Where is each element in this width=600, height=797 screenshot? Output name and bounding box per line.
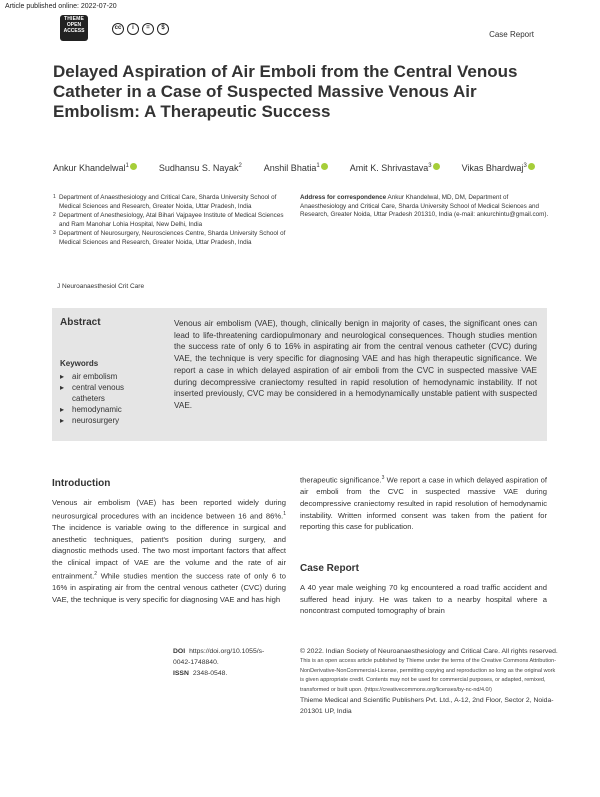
keyword[interactable]: ▸ hemodynamic (60, 404, 152, 415)
author[interactable]: Amit K. Shrivastava$^3$ (350, 163, 440, 173)
keywords-heading: Keywords (60, 359, 99, 368)
cc-icon: cc (112, 23, 124, 35)
keyword-list (60, 371, 152, 426)
author[interactable]: Sudhansu S. Nayak$^2$ (158, 163, 242, 173)
copyright-block: © 2022. Indian Society of Neuroanaesthesiology and Critical Care. All rights reserved. This is an open access article published by Thieme under the terms of the Creative Commons Attribution-NonDerivative-NonCommercial-License, permitting copying and reproduction so long as the original work is given appropriate credit. Contents may not be used for commercial purposes, or adapted, remixed, transformed or built upon. (https://creativecommons.org/licenses/by-nc-nd/4.0/) Thieme Medical and Scientific Publishers Pvt. Ltd., A-12, 2nd Floor, Sector 2, Noida-201301 UP, India (300, 646, 560, 717)
author[interactable]: Anshil Bhatia$^1$ (264, 163, 328, 173)
orcid-icon[interactable] (528, 163, 535, 170)
affiliation: 2 Department of Anesthesiology, Atal Bihari Vajpayee Institute of Medical Sciences and Ram Manohar Lohia Hospital, New Delhi, India (53, 212, 284, 228)
nc-icon: $ (157, 23, 169, 35)
introduction-heading: Introduction (52, 478, 111, 489)
doi-link[interactable]: https://doi.org/10.1055/s-0042-1748840. (173, 648, 265, 666)
author[interactable]: Vikas Bhardwaj$^3$ (462, 163, 535, 173)
affiliations (53, 194, 293, 249)
orcid-icon[interactable] (321, 163, 328, 170)
keyword[interactable]: ▸ neurosurgery (60, 415, 152, 426)
article-type: Case Report (489, 30, 534, 39)
journal-name: J Neuroanaesthesiol Crit Care (57, 283, 145, 290)
abstract-text: Venous air embolism (VAE), though, clinically benign in majority of cases, the significant ones can lead to life-threatening cardiopulmonary and neurological consequences. Though studies mention the success rate of only 6 to 16% in aspirating air from the central venous catheter (CVC) during VAE, the technique is very specific for diagnosing VAE and has high therapeutic significance. We report a case in which delayed aspiration of air emboli from the CVC in suspected massive VAE during decompressive craniectomy resulted in rapid resolution of hemodynamic instability. If not inserted previously, CVC may be considered in a hemodynamically unstable patient with suspected VAE. (174, 319, 537, 410)
affiliation: 3 Department of Neurosurgery, Neurosciences Centre, Sharda University School of Medical Sciences and Research, Greater Noida, Uttar Pradesh, India (53, 230, 286, 246)
published-date: Article published online: 2022-07-20 (5, 3, 117, 10)
nd-icon: = (142, 23, 154, 35)
by-icon: i (127, 23, 139, 35)
introduction-paragraph-cont: therapeutic significance.$^3$ We report a case in which delayed aspiration of air emboli from the CVC in suspected massive VAE during decompressive craniectomy resulted in rapid resolution of hemodynamic instability. Written informed consent was taken from the patient for reporting this case for publication. (300, 475, 547, 532)
orcid-icon[interactable] (433, 163, 440, 170)
thieme-open-access-logo: THIEME OPEN ACCESS (60, 15, 88, 41)
affiliation: 1 Department of Anaesthesiology and Critical Care, Sharda University School of Medical Sciences and Research, Greater Noida, Uttar Pradesh, India (53, 194, 277, 210)
author[interactable]: Ankur Khandelwal$^1$ (53, 163, 137, 173)
case-report-paragraph: A 40 year male weighing 70 kg encountered a road traffic accident and suffered head injury. He was taken to a nearby hospital where a noncontrast computed tomography of brain (300, 583, 547, 616)
correspondence-address: Address for correspondence Ankur Khandelwal, MD, DM, Department of Anaesthesiology and Critical Care, Sharda University School of Medical Sciences and Research, Greater Noida, Uttar Pradesh 201310, India (e-mail: ankurchintu@gmail.com). (300, 194, 549, 219)
keyword[interactable]: ▸ central venous catheters (60, 382, 152, 404)
case-report-heading: Case Report (300, 563, 359, 574)
license-icons (112, 23, 169, 35)
orcid-icon[interactable] (130, 163, 137, 170)
doi-issn-block: DOI https://doi.org/10.1055/s-0042-1748840. ISSN 2348-0548. (173, 648, 265, 677)
author-list (53, 163, 553, 173)
article-title: Delayed Aspiration of Air Emboli from the Central Venous Catheter in a Case of Suspected Massive Venous Air Embolism: A Therapeutic Success (53, 62, 518, 121)
keyword[interactable]: ▸ air embolism (60, 371, 152, 382)
abstract-heading: Abstract (60, 317, 101, 328)
license-text: This is an open access article published by Thieme under the terms of the Creative Commons Attribution-NonDerivative-NonCommercial-License, permitting copying and reproduction so long as the original work is given appropriate credit. Contents may not be used for commercial purposes, or adapted, remixed, transformed or built upon. (https://creativecommons.org/licenses/by-nc-nd/4.0/) (300, 658, 557, 693)
introduction-paragraph: Venous air embolism (VAE) has been reported widely during neurosurgical procedures with an incidence between 16 and 86%.$^1$ The incidence is variable owing to the difference in surgical and anesthetic techniques, patient's position during surgery, and diagnostic methods used. The two most important factors that affect the clinical impact of VAE are the volume and the rate of air entrainment.$^2$ While studies mention the success rate of only 6 to 16% in aspirating air from the central venous catheter (CVC) during VAE, the technique is very specific for diagnosing VAE and has high (52, 498, 286, 604)
